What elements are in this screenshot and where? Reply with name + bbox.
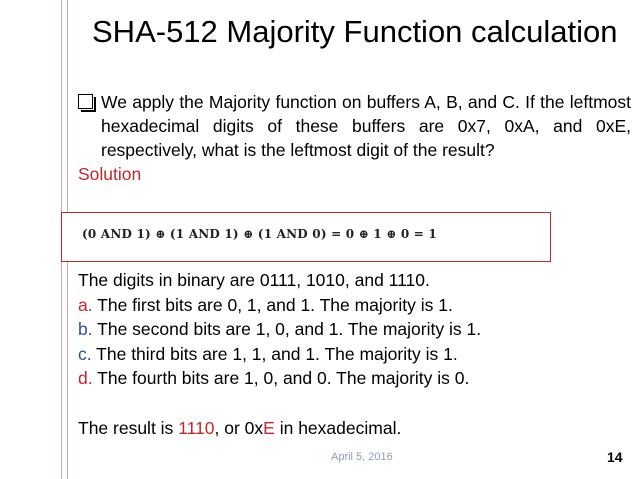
step-b [78, 317, 633, 342]
step-c [78, 342, 633, 367]
question-paragraph [78, 90, 633, 162]
step-letter: d. [78, 368, 93, 389]
question-text: We apply the Majority function on buffers A, B, and C. If the leftmost hexadecimal digits of these buffers are 0x7, 0xA, and 0xE, respectively, what is the leftmost digit of the result? [101, 92, 631, 160]
checkbox-bullet-icon [78, 94, 93, 109]
slide-title: SHA-512 Majority Function calculation [92, 14, 618, 49]
result-prefix: The result is [78, 417, 179, 438]
solution-label: Solution [78, 164, 142, 184]
blank-line [78, 391, 633, 416]
step-text: The first bits are 0, 1, and 1. The majority is 1. [92, 294, 453, 315]
step-letter: b. [78, 319, 93, 340]
page-number: 14 [607, 449, 623, 465]
formula-box [61, 212, 551, 262]
result-middle: , or 0x [214, 417, 264, 438]
step-d [78, 366, 633, 391]
question-block [78, 90, 633, 186]
step-a [78, 293, 633, 318]
binary-line: The digits in binary are 0111, 1010, and 1110. [78, 270, 430, 290]
footer-date: April 5, 2016 [331, 451, 393, 463]
result-hex-digit: E [263, 417, 275, 438]
step-text: The fourth bits are 1, 0, and 0. The majority is 0. [92, 368, 470, 389]
answer-block [78, 268, 633, 440]
step-letter: c. [78, 343, 92, 364]
step-text: The second bits are 1, 0, and 1. The majority is 1. [92, 319, 482, 340]
formula-text: (0 AND 1) ⊕ (1 AND 1) ⊕ (1 AND 0) = 0 ⊕ 1 ⊕ 0 = 1 [82, 227, 437, 241]
step-text: The third bits are 1, 1, and 1. The majority is 1. [91, 343, 458, 364]
result-binary: 1110 [178, 417, 215, 438]
step-letter: a. [78, 294, 93, 315]
result-suffix: in hexadecimal. [274, 417, 402, 438]
result-line [78, 416, 633, 441]
